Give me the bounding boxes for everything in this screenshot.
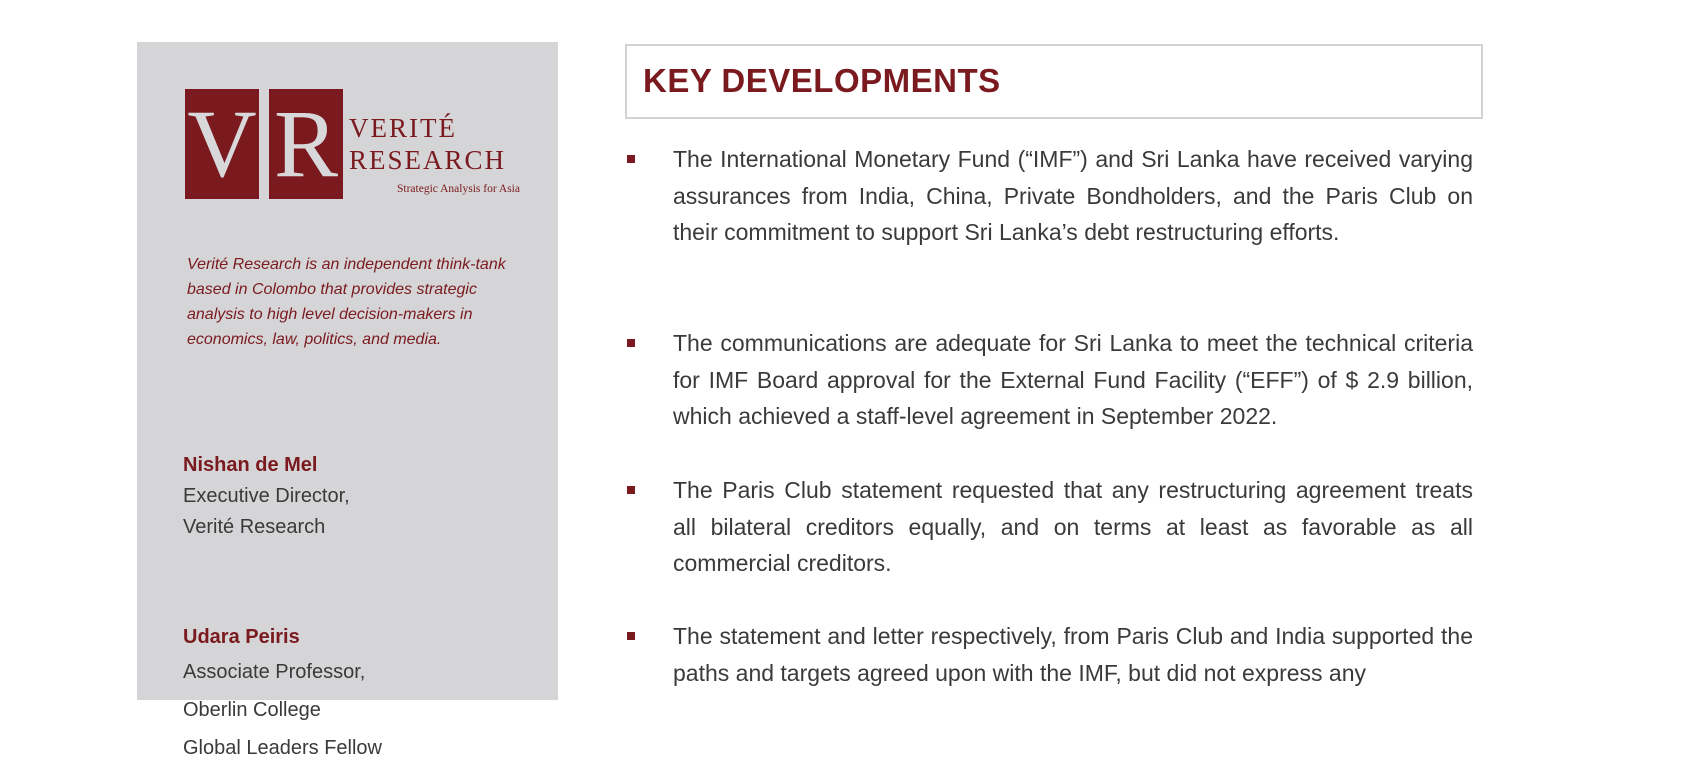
author-block <box>183 450 543 543</box>
author-name: Udara Peiris <box>183 626 300 648</box>
author-role-line: Associate Professor, <box>183 661 366 683</box>
section-heading-box <box>625 44 1483 119</box>
list-item-text: The Paris Club statement requested that any restructuring agreement treats all bilateral creditors equally, and on terms at least as favorable as all commercial creditors. <box>673 477 1473 576</box>
logo-name-line1: VERITÉ <box>349 113 457 143</box>
logo-letter-r: R <box>269 89 343 199</box>
author-role-line: Global Leaders Fellow <box>183 737 382 759</box>
list-item-text: The statement and letter respectively, from Paris Club and India supported the paths and targets agreed upon with the IMF, but did not express any <box>673 623 1473 686</box>
author-name: Nishan de Mel <box>183 454 318 476</box>
square-bullet-icon <box>627 486 635 494</box>
logo-name-line2: RESEARCH <box>349 145 507 175</box>
logo-letter-v: V <box>185 89 259 199</box>
sidebar <box>137 42 558 759</box>
list-item-text: The International Monetary Fund (“IMF”) and Sri Lanka have received varying assurances from India, China, Private Bondholders, and the Paris Club on their commitment to support Sri Lanka’s debt restructuring efforts. <box>673 146 1473 245</box>
section-heading: KEY DEVELOPMENTS <box>643 62 1001 99</box>
list-item-text: The communications are adequate for Sri Lanka to meet the technical criteria for IMF Board approval for the External Fund Facility (“EFF”) of $ 2.9 billion, which achieved a staff-level agreement in September 2022. <box>673 330 1473 429</box>
author-role-line: Executive Director, <box>183 485 350 507</box>
square-bullet-icon <box>627 339 635 347</box>
square-bullet-icon <box>627 155 635 163</box>
about-text: Verité Research is an independent think-tank based in Colombo that provides strategic analysis to high level decision-makers in economics, law, politics, and media. <box>187 256 506 348</box>
logo-tagline: Strategic Analysis for Asia <box>397 183 520 195</box>
square-bullet-icon <box>627 632 635 640</box>
author-role-line: Oberlin College <box>183 699 321 721</box>
verite-research-logo <box>185 89 520 199</box>
author-block <box>183 622 543 767</box>
author-role-line: Verité Research <box>183 516 326 538</box>
